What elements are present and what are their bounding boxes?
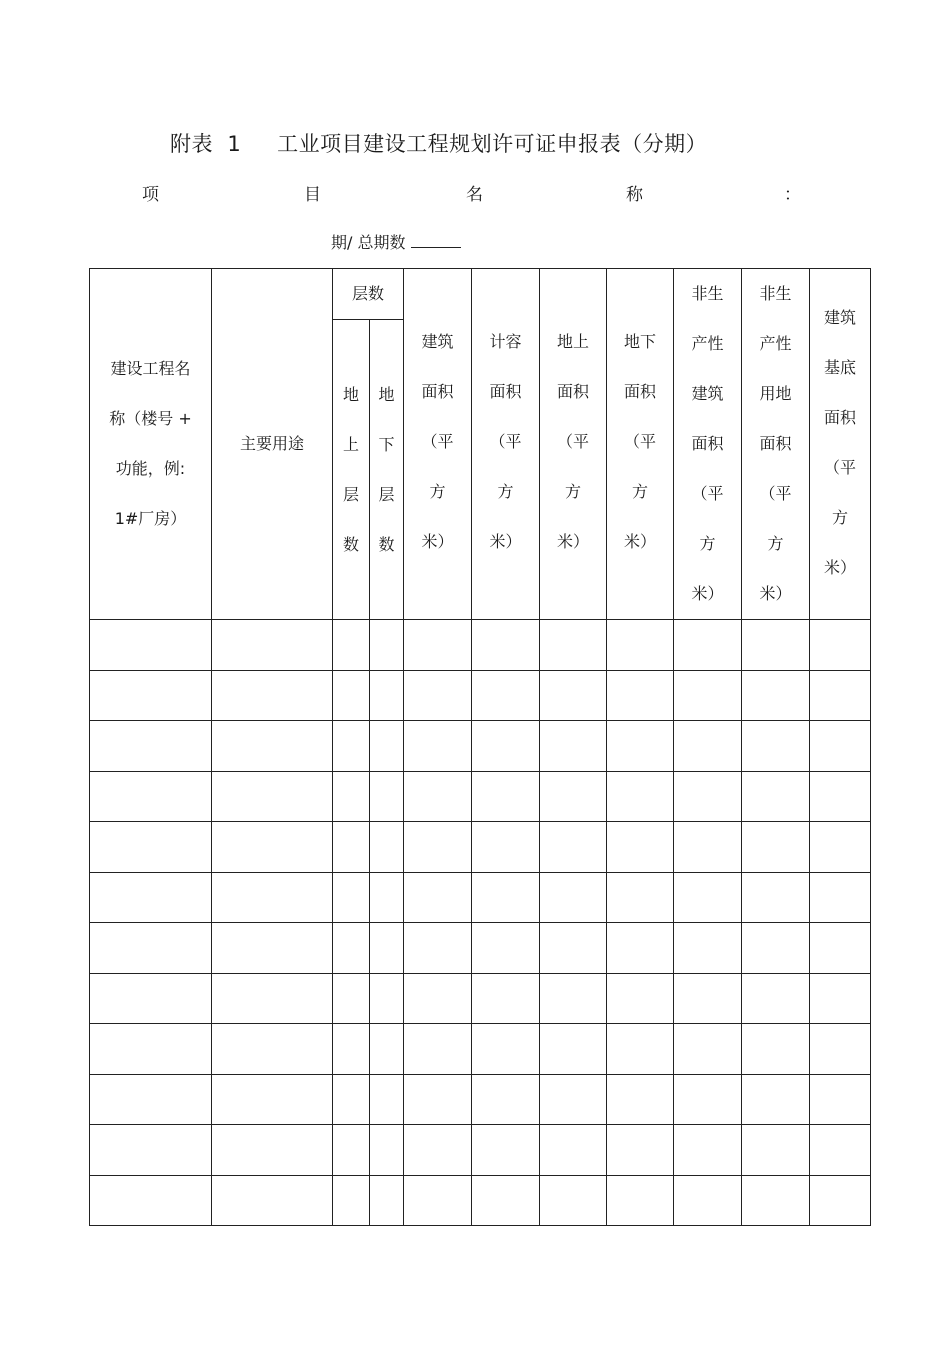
- table-cell[interactable]: [333, 1024, 370, 1075]
- table-cell[interactable]: [472, 973, 540, 1024]
- project-name-colon: ：: [784, 185, 801, 205]
- table-cell[interactable]: [472, 620, 540, 671]
- table-cell[interactable]: [540, 771, 607, 822]
- header-nonproduction-land-area: 非生 产性 用地 面积 （平 方 米）: [742, 269, 810, 620]
- table-cell[interactable]: [90, 1175, 212, 1226]
- table-cell[interactable]: [90, 721, 212, 772]
- table-cell[interactable]: [404, 771, 472, 822]
- table-cell[interactable]: [333, 771, 370, 822]
- table-cell[interactable]: [472, 1175, 540, 1226]
- table-cell[interactable]: [472, 872, 540, 923]
- table-cell[interactable]: [333, 721, 370, 772]
- table-cell[interactable]: [212, 620, 333, 671]
- table-cell[interactable]: [540, 872, 607, 923]
- header-building-base-area: 建筑 基底 面积 （平 方 米）: [810, 269, 871, 620]
- table-cell[interactable]: [472, 771, 540, 822]
- table-cell[interactable]: [90, 1074, 212, 1125]
- table-cell[interactable]: [540, 1125, 607, 1176]
- table-cell[interactable]: [674, 822, 742, 873]
- header-floors: 层数: [333, 269, 404, 320]
- table-cell[interactable]: [540, 620, 607, 671]
- table-cell[interactable]: [810, 1074, 871, 1125]
- table-cell[interactable]: [90, 1024, 212, 1075]
- project-name-label-char-3: 名: [466, 185, 483, 205]
- table-row: [90, 1024, 871, 1075]
- table-cell[interactable]: [370, 1074, 404, 1125]
- table-row: [90, 721, 871, 772]
- table-cell[interactable]: [742, 923, 810, 974]
- header-floors-below: 地下层数: [370, 320, 404, 620]
- table-cell[interactable]: [212, 872, 333, 923]
- table-cell[interactable]: [674, 771, 742, 822]
- table-cell[interactable]: [607, 771, 674, 822]
- table-cell[interactable]: [90, 620, 212, 671]
- table-cell[interactable]: [333, 670, 370, 721]
- table-cell[interactable]: [674, 1074, 742, 1125]
- table-cell[interactable]: [742, 822, 810, 873]
- table-cell[interactable]: [212, 923, 333, 974]
- table-cell[interactable]: [370, 973, 404, 1024]
- table-cell[interactable]: [540, 822, 607, 873]
- table-cell[interactable]: [742, 620, 810, 671]
- table-cell[interactable]: [90, 822, 212, 873]
- table-cell[interactable]: [742, 1175, 810, 1226]
- header-building-area: 建筑 面积 （平 方 米）: [404, 269, 472, 620]
- table-cell[interactable]: [472, 822, 540, 873]
- table-cell[interactable]: [607, 872, 674, 923]
- table-cell[interactable]: [810, 620, 871, 671]
- table-cell[interactable]: [404, 923, 472, 974]
- table-cell[interactable]: [212, 771, 333, 822]
- table-cell[interactable]: [404, 973, 472, 1024]
- table-row: [90, 670, 871, 721]
- header-main-use: 主要用途: [212, 269, 333, 620]
- table-cell[interactable]: [333, 1125, 370, 1176]
- project-name-label-char-4: 称: [626, 185, 643, 205]
- table-row: [90, 620, 871, 671]
- header-floors-above: 地上层数: [333, 320, 370, 620]
- table-cell[interactable]: [404, 872, 472, 923]
- table-cell[interactable]: [333, 1175, 370, 1226]
- project-name-label-char-1: 项: [142, 185, 159, 205]
- table-cell[interactable]: [404, 620, 472, 671]
- application-table: [89, 268, 871, 1226]
- table-row: [90, 1125, 871, 1176]
- table-cell[interactable]: [370, 721, 404, 772]
- table-cell[interactable]: [607, 721, 674, 772]
- table-cell[interactable]: [607, 670, 674, 721]
- table-cell[interactable]: [404, 822, 472, 873]
- table-cell[interactable]: [212, 670, 333, 721]
- table-cell[interactable]: [540, 973, 607, 1024]
- table-cell[interactable]: [333, 872, 370, 923]
- table-cell[interactable]: [540, 1074, 607, 1125]
- table-cell[interactable]: [472, 670, 540, 721]
- period-blank[interactable]: [411, 233, 461, 248]
- table-cell[interactable]: [472, 1024, 540, 1075]
- table-cell[interactable]: [810, 771, 871, 822]
- table-row: [90, 973, 871, 1024]
- table-cell[interactable]: [810, 670, 871, 721]
- table-cell[interactable]: [90, 973, 212, 1024]
- table-cell[interactable]: [810, 1125, 871, 1176]
- table-cell[interactable]: [212, 973, 333, 1024]
- table-cell[interactable]: [90, 1125, 212, 1176]
- table-cell[interactable]: [607, 620, 674, 671]
- table-cell[interactable]: [674, 923, 742, 974]
- header-below-ground-area: 地下 面积 （平 方 米）: [607, 269, 674, 620]
- table-cell[interactable]: [370, 771, 404, 822]
- table-cell[interactable]: [404, 670, 472, 721]
- table-cell[interactable]: [472, 1074, 540, 1125]
- header-above-ground-area: 地上 面积 （平 方 米）: [540, 269, 607, 620]
- table-row: [90, 1074, 871, 1125]
- table-cell[interactable]: [607, 973, 674, 1024]
- table-cell[interactable]: [810, 973, 871, 1024]
- table-cell[interactable]: [404, 1074, 472, 1125]
- table-cell[interactable]: [607, 1125, 674, 1176]
- table-cell[interactable]: [472, 923, 540, 974]
- table-cell[interactable]: [674, 973, 742, 1024]
- table-cell[interactable]: [212, 1024, 333, 1075]
- table-cell[interactable]: [742, 1024, 810, 1075]
- period-field: [331, 230, 461, 253]
- table-cell[interactable]: [333, 973, 370, 1024]
- table-row: [90, 872, 871, 923]
- table-row: [90, 822, 871, 873]
- table-cell[interactable]: [404, 1175, 472, 1226]
- table-cell[interactable]: [607, 822, 674, 873]
- table-cell[interactable]: [540, 1175, 607, 1226]
- table-cell[interactable]: [212, 721, 333, 772]
- table-cell[interactable]: [607, 1024, 674, 1075]
- table-cell[interactable]: [333, 923, 370, 974]
- table-cell[interactable]: [370, 822, 404, 873]
- table-cell[interactable]: [674, 670, 742, 721]
- table-cell[interactable]: [90, 872, 212, 923]
- table-cell[interactable]: [370, 923, 404, 974]
- table-cell[interactable]: [607, 1074, 674, 1125]
- table-cell[interactable]: [370, 872, 404, 923]
- table-cell[interactable]: [333, 620, 370, 671]
- table-row: [90, 771, 871, 822]
- header-nonproduction-building-area: 非生 产性 建筑 面积 （平 方 米）: [674, 269, 742, 620]
- table-cell[interactable]: [742, 1125, 810, 1176]
- table-cell[interactable]: [810, 923, 871, 974]
- table-cell[interactable]: [370, 670, 404, 721]
- table-cell[interactable]: [472, 721, 540, 772]
- table-cell[interactable]: [540, 1024, 607, 1075]
- table-cell[interactable]: [742, 721, 810, 772]
- table-row: [90, 1175, 871, 1226]
- table-cell[interactable]: [370, 620, 404, 671]
- header-plot-area: 计容 面积 （平 方 米）: [472, 269, 540, 620]
- table-cell[interactable]: [212, 1125, 333, 1176]
- table-cell[interactable]: [810, 721, 871, 772]
- period-label: 期/ 总期数: [331, 233, 406, 252]
- table-cell[interactable]: [370, 1175, 404, 1226]
- table-cell[interactable]: [742, 1074, 810, 1125]
- table-cell[interactable]: [674, 1125, 742, 1176]
- table-cell[interactable]: [607, 923, 674, 974]
- table-cell[interactable]: [404, 1125, 472, 1176]
- table-cell[interactable]: [472, 1125, 540, 1176]
- table-cell[interactable]: [90, 923, 212, 974]
- table-cell[interactable]: [90, 771, 212, 822]
- table-cell[interactable]: [674, 721, 742, 772]
- table-cell[interactable]: [333, 822, 370, 873]
- table-cell[interactable]: [674, 1175, 742, 1226]
- table-cell[interactable]: [810, 1024, 871, 1075]
- table-cell[interactable]: [742, 973, 810, 1024]
- table-cell[interactable]: [810, 822, 871, 873]
- table-cell[interactable]: [810, 872, 871, 923]
- table-cell[interactable]: [742, 872, 810, 923]
- table-cell[interactable]: [674, 1024, 742, 1075]
- table-cell[interactable]: [212, 822, 333, 873]
- table-cell[interactable]: [674, 620, 742, 671]
- table-cell[interactable]: [742, 670, 810, 721]
- table-cell[interactable]: [540, 721, 607, 772]
- table-cell[interactable]: [370, 1024, 404, 1075]
- table-cell[interactable]: [212, 1175, 333, 1226]
- table-cell[interactable]: [540, 923, 607, 974]
- header-building-name-text: 建设工程名 称（楼号 + 功能，例: 1#厂房）: [109, 359, 192, 528]
- table-cell[interactable]: [742, 771, 810, 822]
- table-cell[interactable]: [370, 1125, 404, 1176]
- table-cell[interactable]: [540, 670, 607, 721]
- table-body: [90, 620, 871, 1226]
- page-title: 附表 1 工业项目建设工程规划许可证申报表（分期）: [170, 132, 708, 156]
- header-building-name: [90, 269, 212, 620]
- table-cell[interactable]: [607, 1175, 674, 1226]
- table-cell[interactable]: [810, 1175, 871, 1226]
- table-cell[interactable]: [90, 670, 212, 721]
- table-row: [90, 923, 871, 974]
- table-cell[interactable]: [212, 1074, 333, 1125]
- table-cell[interactable]: [333, 1074, 370, 1125]
- table-cell[interactable]: [404, 1024, 472, 1075]
- table-cell[interactable]: [674, 872, 742, 923]
- project-name-label-char-2: 目: [304, 185, 321, 205]
- table-cell[interactable]: [404, 721, 472, 772]
